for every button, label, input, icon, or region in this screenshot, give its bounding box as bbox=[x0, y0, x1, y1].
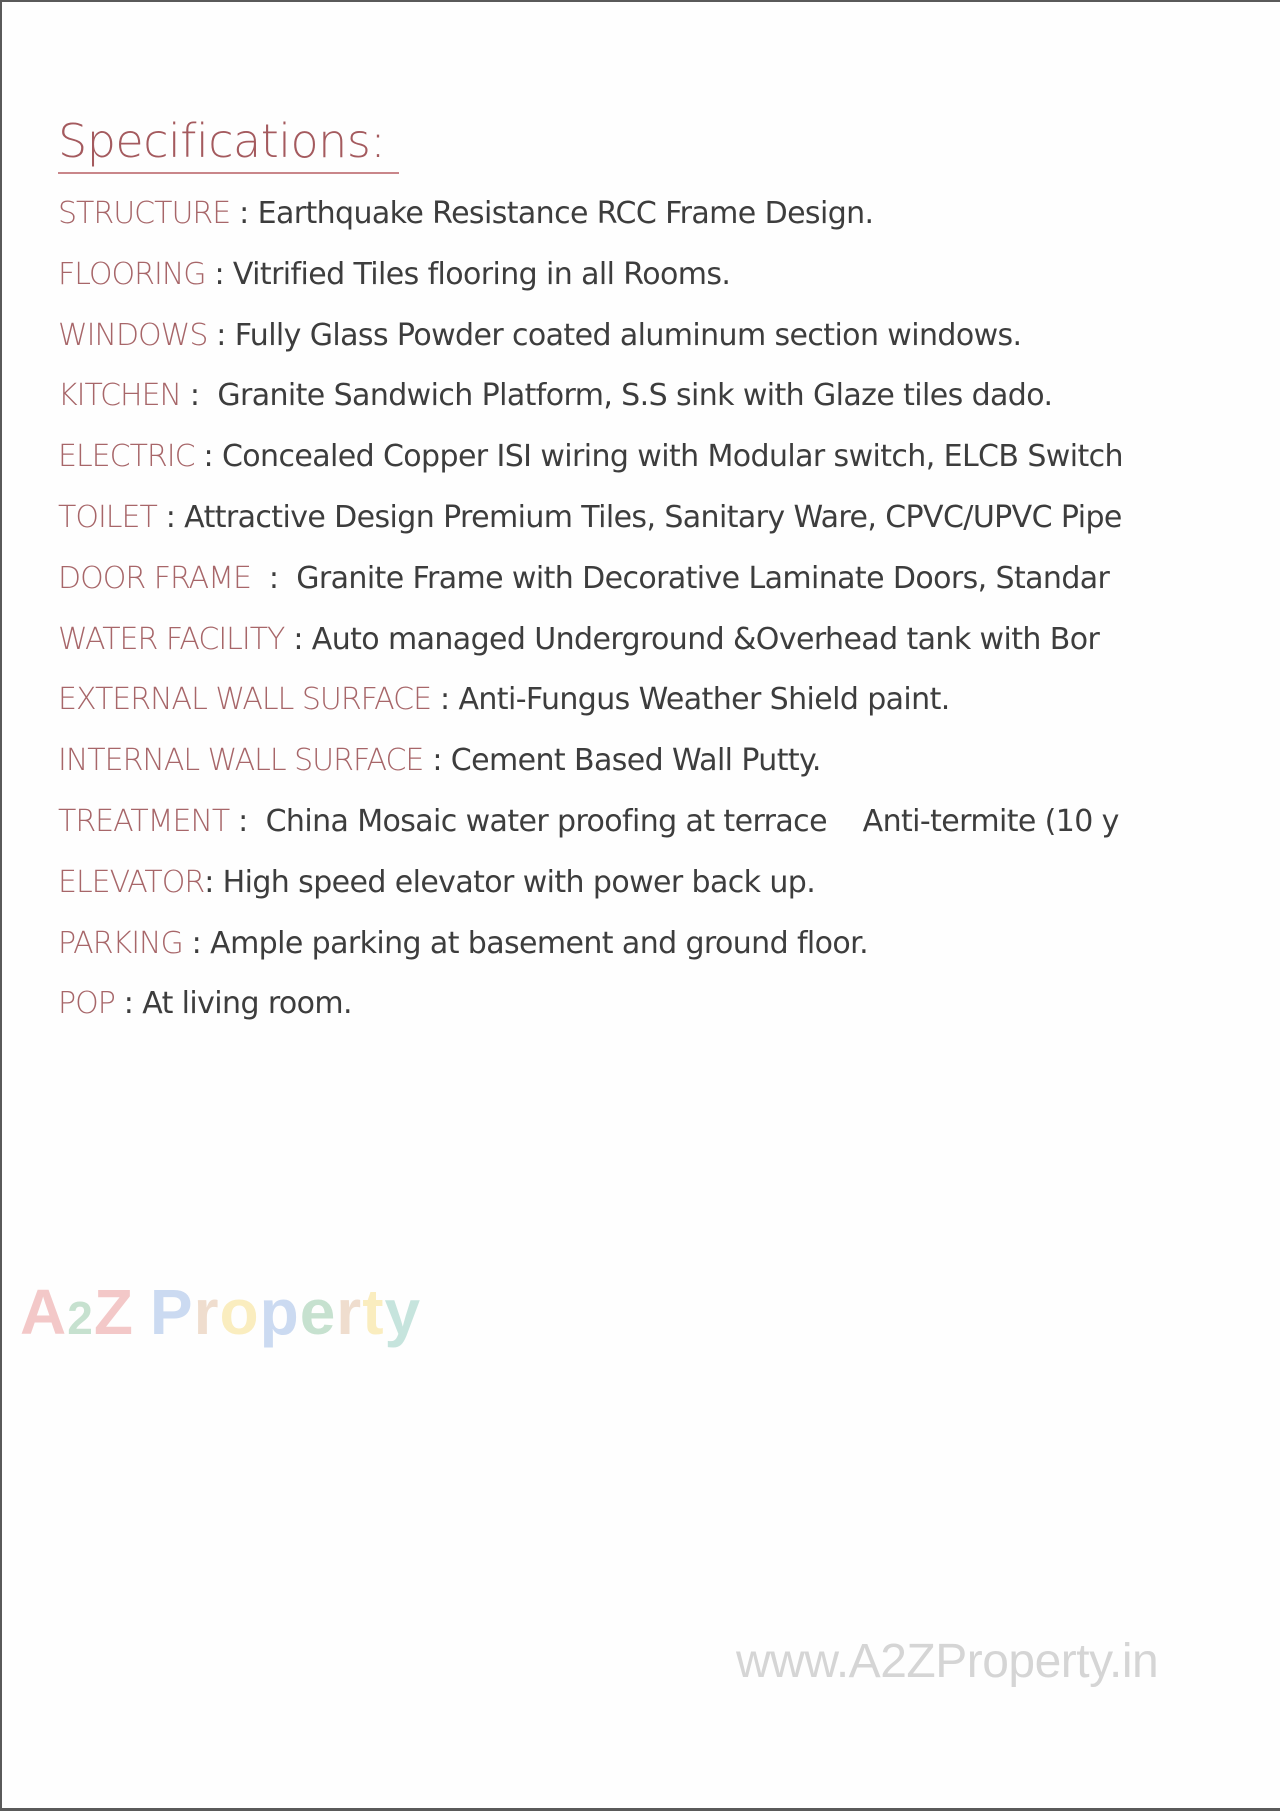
spec-value: High speed elevator with power back up. bbox=[222, 864, 816, 900]
logo-letter: P bbox=[149, 1276, 194, 1348]
spec-label: INTERNAL WALL SURFACE bbox=[58, 743, 424, 779]
spec-label: WINDOWS bbox=[58, 317, 208, 353]
spec-door-frame bbox=[58, 555, 1123, 616]
spec-label: WATER FACILITY bbox=[58, 621, 285, 657]
logo-letter: o bbox=[219, 1276, 260, 1348]
spec-separator: : bbox=[181, 378, 218, 414]
a2z-property-logo-watermark bbox=[20, 1276, 422, 1348]
spec-elevator bbox=[58, 859, 1123, 920]
spec-structure bbox=[58, 190, 1123, 251]
spec-separator: : bbox=[229, 803, 266, 839]
spec-separator: : bbox=[230, 196, 258, 231]
spec-electric bbox=[58, 433, 1123, 494]
spec-label: STRUCTURE bbox=[58, 196, 231, 231]
spec-value: At living room. bbox=[142, 986, 352, 1022]
logo-letter: 2 bbox=[67, 1292, 94, 1344]
logo-letter: t bbox=[362, 1276, 385, 1348]
page-title: Specifications: bbox=[58, 118, 399, 174]
spec-separator: : bbox=[205, 256, 233, 292]
spec-label: FLOORING bbox=[58, 256, 206, 292]
spec-toilet bbox=[58, 494, 1123, 555]
logo-letter: y bbox=[384, 1276, 422, 1348]
spec-separator: : bbox=[182, 925, 211, 961]
spec-kitchen bbox=[58, 372, 1123, 433]
spec-label: POP bbox=[58, 986, 115, 1022]
spec-separator: : bbox=[207, 317, 235, 353]
logo-letter: A bbox=[20, 1276, 68, 1348]
spec-pop bbox=[58, 980, 1123, 1041]
spec-separator: : bbox=[250, 560, 297, 596]
spec-value: Earthquake Resistance RCC Frame Design. bbox=[257, 196, 874, 231]
spec-value: Auto managed Underground &Overhead tank with Bor bbox=[311, 621, 1100, 657]
logo-letter: e bbox=[299, 1276, 337, 1348]
spec-water-facility bbox=[58, 616, 1123, 677]
spec-label: EXTERNAL WALL SURFACE bbox=[58, 682, 432, 718]
logo-letter: r bbox=[193, 1276, 220, 1348]
spec-flooring bbox=[58, 251, 1123, 312]
spec-value: Concealed Copper ISI wiring with Modular switch, ELCB Switch bbox=[221, 439, 1123, 475]
spec-value: Granite Sandwich Platform, S.S sink with Glaze tiles dado. bbox=[217, 378, 1053, 414]
spec-separator: : bbox=[114, 986, 143, 1022]
spec-separator: : bbox=[204, 864, 223, 900]
spec-separator: : bbox=[156, 499, 185, 535]
spec-separator: : bbox=[431, 682, 459, 718]
spec-windows bbox=[58, 312, 1123, 373]
spec-label: TOILET bbox=[58, 499, 157, 535]
spec-value: Ample parking at basement and ground floor. bbox=[210, 925, 869, 961]
spec-label: TREATMENT bbox=[58, 803, 230, 839]
spec-value: China Mosaic water proofing at terrace Anti-termite (10 y bbox=[265, 803, 1119, 839]
spec-separator: : bbox=[284, 621, 312, 657]
logo-letter: Z bbox=[93, 1276, 134, 1348]
spec-value: Vitrified Tiles flooring in all Rooms. bbox=[232, 256, 731, 292]
spec-value: Attractive Design Premium Tiles, Sanitary Ware, CPVC/UPVC Pipe bbox=[184, 499, 1122, 535]
spec-treatment bbox=[58, 798, 1123, 859]
specification-list bbox=[58, 190, 1123, 1041]
spec-internal-wall-surface bbox=[58, 737, 1123, 798]
spec-label: ELECTRIC bbox=[58, 439, 195, 475]
logo-letter: p bbox=[259, 1276, 300, 1348]
logo-letter: r bbox=[336, 1276, 363, 1348]
website-url-watermark: www.A2ZProperty.in bbox=[736, 1635, 1159, 1688]
spec-value: Anti-Fungus Weather Shield paint. bbox=[458, 682, 950, 718]
spec-label: KITCHEN bbox=[58, 378, 181, 414]
spec-value: Fully Glass Powder coated aluminum section windows. bbox=[234, 317, 1022, 353]
spec-external-wall-surface bbox=[58, 676, 1123, 737]
spec-parking bbox=[58, 920, 1123, 981]
spec-value: Granite Frame with Decorative Laminate Doors, Standar bbox=[296, 560, 1110, 596]
spec-label: DOOR FRAME bbox=[58, 560, 251, 596]
spec-value: Cement Based Wall Putty. bbox=[450, 743, 821, 779]
spec-separator: : bbox=[194, 439, 222, 475]
spec-separator: : bbox=[423, 743, 451, 779]
spec-label: ELEVATOR bbox=[58, 864, 205, 900]
spec-label: PARKING bbox=[58, 925, 183, 961]
